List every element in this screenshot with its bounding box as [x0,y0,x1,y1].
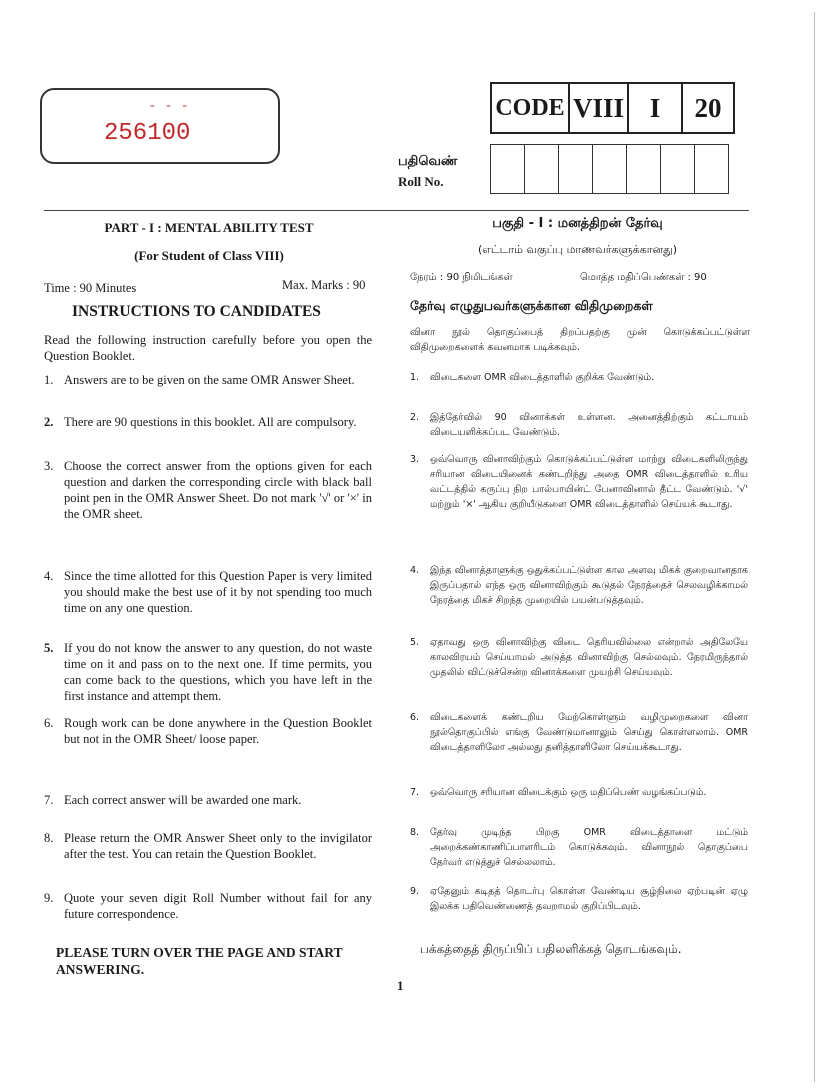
exam-cover-page: - - - 256100 CODE VIII I 20 பதிவெண் Roll No. PART - I : MENTAL ABILITY TEST (For Student of Class VIII) Time : 90 Minutes Max. Marks : 90 INSTRUCTIONS TO CANDIDATES Read the following instruction carefully before you open the Question Booklet. 1. Answers are to be given on the same OMR Answer Sheet. 2. There are 90 questions in this booklet. All are compulsory. 3. Choose the correct answer from the options given for each question and darken the corresponding circle with black ball point pen in the OMR Answer Sheet. Do not mark '√' or '×' in the OMR sheet. 4. Since the time allotted for this Question Paper is very limited you should make the best use of it by not spending too much time on any one question. 5. If you do not know the answer to any question, do not waste time on it and pass on to the next one. If time permits, you can come back to the questions, which you have left in the first instance and attempt them. 6. Rough work can be done anywhere in the Question Booklet but not in the OMR Sheet/ loose paper. 7. Each correct answer will be awarded one mark. 8. Please return the OMR Answer Sheet only to the invigilator after the test. You can retain the Question Booklet. 9. Quote your seven digit Roll Number without fail for any future correspondence. PLEASE TURN OVER THE PAGE AND START ANSWERING. பகுதி - I : மனத்திறன் தேர்வு (எட்டாம் வகுப்பு மாணவர்களுக்கானது) நேரம் : 90 நிமிடங்கள் மொத்த மதிப்பெண்கள் : 90 தேர்வு எழுதுபவர்களுக்கான விதிமுறைகள் வினா நூல் தொகுப்பைத் திறப்பதற்கு முன் கொடுக்கப்பட்டுள்ள விதிமுறைகளைக் கவனமாக படிக்கவும். 1. விடைகளை OMR விடைத்தாளில் குறிக்க வேண்டும். 2. இத்தேர்வில் 90 வினாக்கள் உள்ளன. அனைத்திற்கும் கட்டாயம் விடையளிக்கப்பட வேண்டும். 3. ஒவ்வொரு வினாவிற்கும் கொடுக்கப்பட்டுள்ள மாற்று விடைகளிலிருந்து சரியான விடையினைக் கண்டறிந்து அதை OMR விடைத்தாளில் உரிய வட்டத்தில் கருப்பு நிற பால்பாயின்ட் பேனாவினால் தீட்ட வேண்டும். '√' மற்றும் '×' ஆகிய குறியீடுகளை OMR விடைத்தாளில் செய்யக் கூடாது. 4. இந்த வினாத்தாளுக்கு ஒதுக்கப்பட்டுள்ள கால அளவு மிகக் குறைவானதாக இருப்பதால் எந்த ஒரு வினாவிற்கும் கூடுதல் நேரத்தைச் செலவழிக்காமல் நேரத்தை மிகச் சிறந்த முறையில் பயன்படுத்தவும். 5. ஏதாவது ஒரு வினாவிற்கு விடை தெரியவில்லை என்றால் அதிலேயே காலவிரயம் செய்யாமல் அடுத்த வினாவிற்கு செல்லவும். நேரமிருந்தால் முதலில் விட்டுச்சென்ற வினாக்களை முயற்சி செய்யவும். 6. விடைகளைக் கண்டறிய மேற்கொள்ளும் வழிமுறைகளை வினா நூல்தொகுப்பில் எங்கு வேண்டுமானாலும் செய்து கொள்ளலாம். OMR விடைத்தாளிலோ அல்லது தனித்தாளிலோ செய்யக்கூடாது. 7. ஒவ்வொரு சரியான விடைக்கும் ஒரு மதிப்பெண் வழங்கப்படும். 8. தேர்வு முடிந்த பிறகு OMR விடைத்தாளை மட்டும் அறைக்கண்காணிப்பாளரிடம் கொடுக்கவும். வினாநூல் தொகுப்பை தேர்வர் எடுத்துச் செல்லலாம். 9. ஏதேனும் கடிதத் தொடர்பு கொள்ள வேண்டிய சூழ்நிலை ஏற்படின் ஏழு இலக்க பதிவெண்ணைத் தவறாமல் குறிப்பிடவும். பக்கத்தைத் திருப்பிப் பதிலளிக்கத் தொடங்கவும். 1 [0,0,825,1088]
roll-number-label [398,152,457,192]
roll-digit-box[interactable] [661,145,695,194]
page-number: 1 [397,978,404,993]
serial-number: 256100 [104,120,191,147]
serial-dash: - - - [150,98,191,113]
tamil-closing: பக்கத்தைத் திருப்பிப் பதிலளிக்கத் தொடங்கவும். [420,942,682,956]
code-number: 20 [682,83,734,133]
roll-label-english: Roll No. [398,174,444,189]
english-max-marks: Max. Marks : 90 [282,278,366,292]
english-instructions-title: INSTRUCTIONS TO CANDIDATES [72,303,321,320]
roll-digit-box[interactable] [525,145,559,194]
english-closing: PLEASE TURN OVER THE PAGE AND START ANSWERING. [56,945,343,977]
code-table [490,82,735,134]
tamil-intro: வினா நூல் தொகுப்பைத் திறப்பதற்கு முன் கொடுக்கப்பட்டுள்ள விதிமுறைகளைக் கவனமாக படிக்கவும். [410,327,750,353]
english-time: Time : 90 Minutes [44,281,137,295]
code-part: I [628,83,682,133]
roll-digit-box[interactable] [593,145,627,194]
tamil-subtitle: (எட்டாம் வகுப்பு மாணவர்களுக்கானது) [478,243,677,256]
english-part-title: PART - I : MENTAL ABILITY TEST [104,220,314,235]
code-class: VIII [569,83,628,133]
tamil-part-title: பகுதி - I : மனத்திறன் தேர்வு [492,216,663,231]
header-divider [44,210,749,211]
english-intro: Read the following instruction carefully before you open the Question Booklet. [44,333,372,363]
tamil-max-marks: மொத்த மதிப்பெண்கள் : 90 [580,272,707,283]
roll-digit-box[interactable] [695,145,729,194]
tamil-time: நேரம் : 90 நிமிடங்கள் [410,272,513,283]
page-edge-line [814,12,815,1082]
serial-number-box [40,88,280,164]
english-subtitle: (For Student of Class VIII) [134,248,284,263]
tamil-instructions-title: தேர்வு எழுதுபவர்களுக்கான விதிமுறைகள் [410,298,653,313]
roll-label-tamil: பதிவெண் [398,154,458,169]
roll-digit-box[interactable] [559,145,593,194]
roll-digit-box[interactable] [491,145,525,194]
roll-number-boxes [490,144,729,194]
roll-digit-box[interactable] [627,145,661,194]
code-label: CODE [491,83,569,133]
